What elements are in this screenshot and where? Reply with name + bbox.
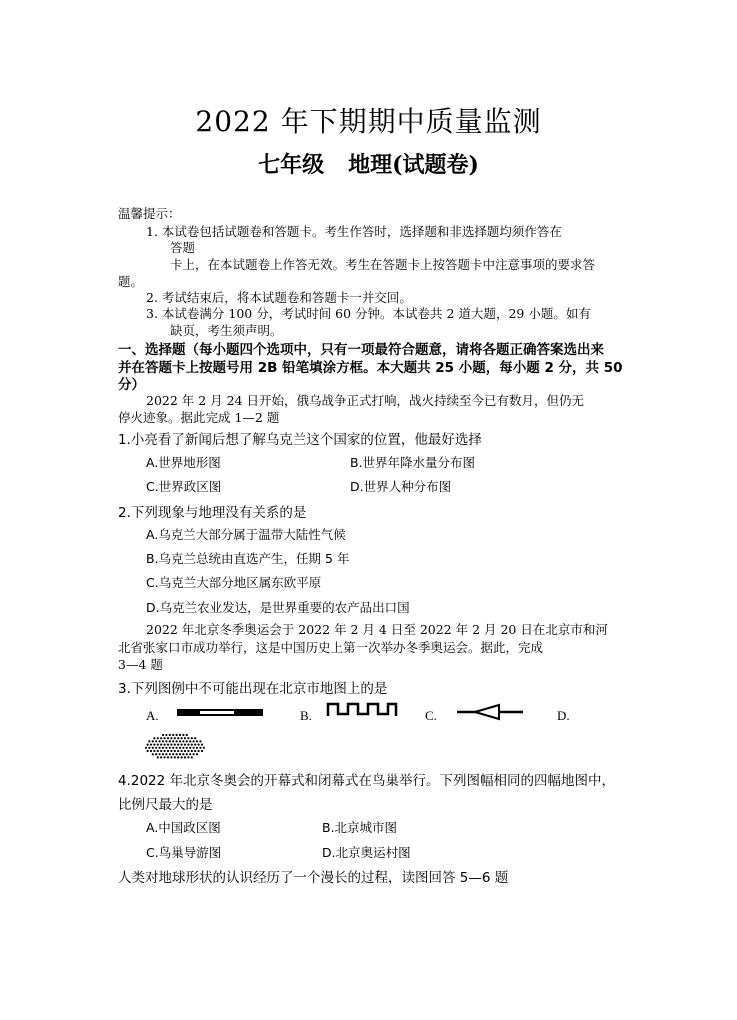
question-2-option-d: D.乌克兰农业发达，是世界重要的农产品出口国 (146, 600, 410, 615)
question-4-option-b: B.北京城市图 (322, 820, 398, 835)
exam-title: 2022 年下期期中质量监测 (195, 105, 542, 138)
context-3-line-1: 人类对地球形状的认识经历了一个漫长的过程，读图回答 5—6 题 (118, 870, 509, 886)
question-1-option-c: C.世界政区图 (146, 479, 222, 494)
context-1-line-1: 2022 年 2 月 24 日开始，俄乌战争正式打响，战火持续至今已有数月，但仍无 (146, 393, 585, 408)
tip-1-line-4: 题。 (118, 274, 144, 289)
question-3-option-d-label: D. (557, 708, 570, 723)
question-3-option-b-label: B. (300, 708, 312, 723)
question-1-stem: 1.小亮看了新闻后想了解乌克兰这个国家的位置，他最好选择 (118, 432, 482, 448)
question-1-option-d: D.世界人种分布图 (350, 479, 452, 494)
tip-2: 2. 考试结束后，将本试题卷和答题卡一并交回。 (146, 290, 412, 305)
question-2-stem: 2.下列现象与地理没有关系的是 (118, 505, 307, 521)
railway-symbol (176, 706, 264, 720)
question-2-option-b: B.乌克兰总统由直选产生，任期 5 年 (146, 551, 350, 566)
dotted-area-symbol (140, 730, 210, 764)
question-4-stem-line-2: 比例尺最大的是 (118, 797, 213, 813)
grade-label: 七年级 (258, 152, 325, 178)
question-2-option-a: A.乌克兰大部分属于温带大陆性气候 (146, 527, 346, 542)
question-1-option-b: B.世界年降水量分布图 (350, 455, 476, 470)
tip-3-line-2: 缺页，考生须声明。 (170, 323, 283, 338)
exam-subtitle (0, 148, 737, 179)
question-2-option-c: C.乌克兰大部分地区属东欧平原 (146, 575, 322, 590)
tip-1-line-3: 卡上，在本试题卷上作答无效。考生在答题卡上按答题卡中注意事项的要求答 (170, 257, 596, 272)
question-4-option-c: C.鸟巢导游图 (146, 845, 222, 860)
context-1-line-2: 停火迹象。据此完成 1—2 题 (118, 410, 280, 425)
question-4-stem-line-1: 4.2022 年北京冬奥会的开幕式和闭幕式在鸟巢举行。下列图幅相同的四幅地图中， (118, 773, 616, 789)
question-3-option-c-label: C. (425, 708, 437, 723)
arrow-symbol (455, 703, 525, 721)
section-1-line-2: 并在答题卡上按题号用 2B 铅笔填涂方框。本大题共 25 小题，每小题 2 分，共 50 (118, 360, 623, 376)
question-3-stem: 3.下列图例中不可能出现在北京市地图上的是 (118, 681, 388, 697)
subject-label: 地理(试题卷) (348, 152, 479, 178)
tip-1-line-2: 答题 (170, 240, 196, 255)
context-2-line-3: 3—4 题 (118, 657, 163, 672)
section-1-line-3: 分） (118, 377, 145, 393)
context-2-line-2: 北省张家口市成功举行，这是中国历史上第一次举办冬季奥运会。据此，完成 (118, 640, 544, 655)
question-4-option-d: D.北京奥运村图 (322, 845, 411, 860)
great-wall-symbol (326, 700, 398, 720)
tip-1-line-1: 1. 本试卷包括试题卷和答题卡。考生作答时，选择题和非选择题均须作答在 (146, 224, 562, 239)
question-3-option-a-label: A. (146, 708, 159, 723)
tips-heading: 温馨提示： (118, 206, 181, 221)
tip-3-line-1: 3. 本试卷满分 100 分，考试时间 60 分钟。本试卷共 2 道大题，29 小题。如有 (146, 306, 591, 321)
section-1-line-1: 一、选择题（每小题四个选项中，只有一项最符合题意，请将各题正确答案选出来 (118, 342, 604, 358)
context-2-line-1: 2022 年北京冬季奥运会于 2022 年 2 月 4 日至 2022 年 2 月 20 日在北京市和河 (146, 622, 608, 637)
question-1-option-a: A.世界地形图 (146, 455, 221, 470)
question-4-option-a: A.中国政区图 (146, 820, 221, 835)
